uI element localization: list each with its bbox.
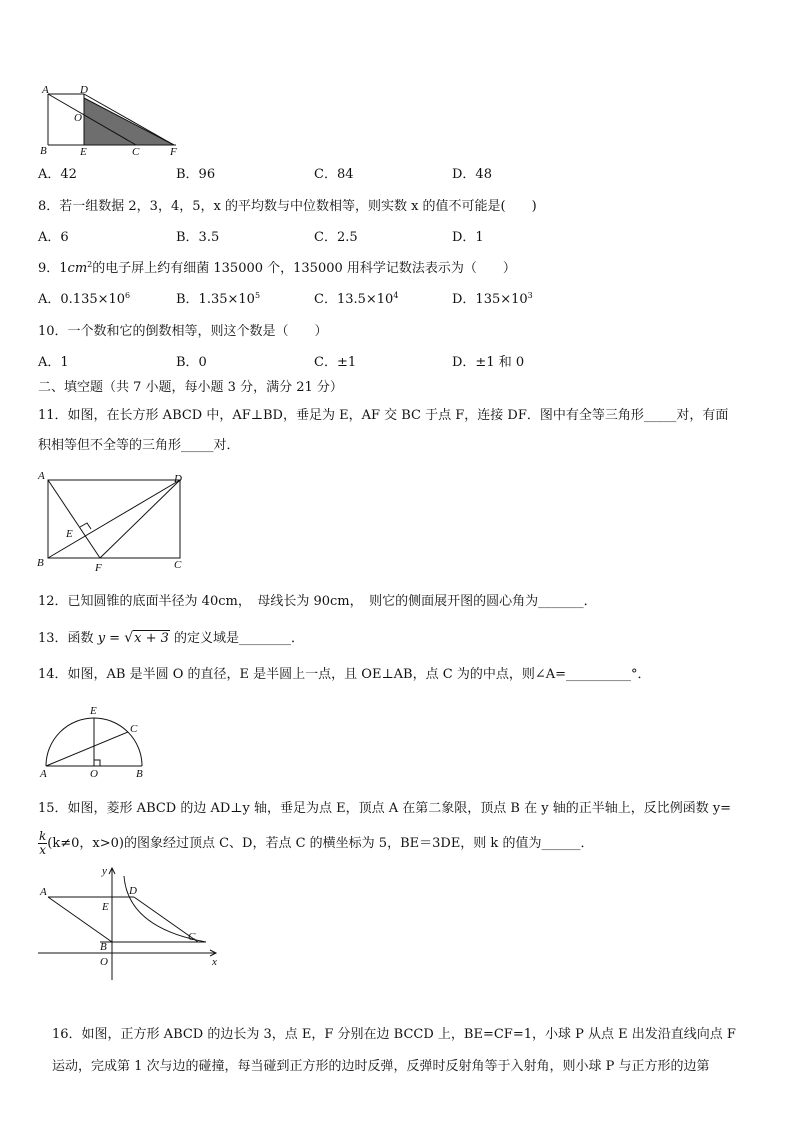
q13-radicand: x + 3	[134, 631, 169, 646]
q7-label-b: B	[40, 145, 47, 156]
q8-option-a: A．6	[38, 230, 69, 245]
q15-stem-line1: 15．如图，菱形 ABCD 的边 AD⊥y 轴，垂足为点 E，顶点 A 在第二象限，顶点 B 在 y 轴的正半轴上，反比例函数 y=	[38, 801, 732, 816]
q7-label-e: E	[80, 146, 87, 156]
q13-func: y =	[97, 631, 125, 646]
q15-frac-num: k	[39, 829, 47, 843]
q14-label-e: E	[90, 705, 97, 717]
q11-label-b: B	[37, 557, 44, 569]
q7-label-a: A	[42, 84, 49, 96]
q11-label-a: A	[38, 470, 45, 482]
q11-label-f: F	[95, 562, 102, 574]
q7-label-f: F	[170, 146, 177, 156]
q11-segment-df	[100, 480, 180, 558]
q14-stem: 14．如图，AB 是半圆 O 的直径，E 是半圆上一点，且 OE⊥AB，点 C 为的中点，则∠A=__________°．	[38, 667, 651, 682]
q13-sqrt-sign: √	[124, 630, 134, 646]
q14-label-c: C	[130, 723, 138, 735]
q10-option-d: D．±1 和 0	[452, 355, 525, 370]
q8-stem: 8．若一组数据 2，3，4，5，x 的平均数与中位数相等，则实数 x 的值不可能是( )	[38, 199, 537, 214]
q12-stem: 12．已知圆锥的底面半径为 40cm， 母线长为 90cm， 则它的侧面展开图的圆心角为_______．	[38, 594, 597, 609]
q11-label-d: D	[174, 473, 182, 485]
q14-label-a: A	[40, 768, 47, 780]
q11-label-e: E	[66, 528, 73, 540]
q14-right-angle-mark	[94, 760, 100, 766]
q7-option-d: D．48	[452, 167, 492, 182]
q11-diagonal-bd	[48, 480, 180, 558]
q15-label-b: B	[100, 941, 107, 953]
q15-label-x: x	[212, 956, 217, 968]
q15-label-a: A	[40, 886, 47, 898]
q7-shaded-region	[84, 98, 174, 145]
q11-figure	[34, 468, 194, 574]
q7-label-o: O	[74, 112, 82, 124]
q15-fraction	[38, 830, 47, 857]
q9-option-d: D．$135\times 10^3$	[452, 291, 533, 307]
q7-option-b: B．96	[176, 167, 216, 182]
q10-stem: 10．一个数和它的倒数相等，则这个数是（ ）	[38, 324, 328, 339]
q9-stem	[38, 260, 516, 278]
q7-label-d: D	[80, 84, 88, 96]
q15-label-e: E	[102, 901, 109, 913]
q11-right-angle-mark	[80, 523, 91, 529]
q9-option-a: A．$0.135\times 10^6$	[38, 291, 131, 307]
q14-figure	[38, 700, 154, 780]
q14-label-b: B	[136, 768, 143, 780]
q9-option-b: B．$1.35\times 10^5$	[176, 291, 261, 307]
q11-stem-line1: 11．如图，在长方形 ABCD 中，AF⊥BD，垂足为 E，AF 交 BC 于点 F，连接 DF．图中有全等三角形_____对，有面	[38, 408, 729, 423]
q7-figure	[36, 84, 186, 156]
section2-title: 二、填空题（共 7 小题，每小题 3 分，满分 21 分）	[38, 380, 343, 395]
q8-option-d: D．1	[452, 230, 484, 245]
q15-line2-rest: (k≠0，x>0)的图象经过顶点 C、D，若点 C 的横坐标为 5，BE＝3DE，则 k 的值为______．	[47, 836, 594, 851]
q9-stem-unit: cm	[67, 261, 88, 276]
q7-option-c: C．84	[314, 167, 354, 182]
q8-option-c: C．2.5	[314, 230, 358, 245]
q16-stem-line2: 运动，完成第 1 次与边的碰撞，每当碰到正方形的边时反弹，反弹时反射角等于入射角，则小球 P 与正方形的边第	[52, 1059, 710, 1074]
q10-option-b: B．0	[176, 355, 207, 370]
q9-option-c: C．$13.5\times 10^4$	[314, 291, 399, 307]
q15-stem-line2	[38, 830, 593, 858]
q15-label-o: O	[100, 956, 108, 968]
q7-option-a: A．42	[38, 167, 77, 182]
q9-stem-unit-sup: 2	[87, 260, 93, 269]
q13-stem	[38, 629, 304, 648]
q10-option-c: C．±1	[314, 355, 357, 370]
q9-stem-rest: 的电子屏上约有细菌 135000 个，135000 用科学记数法表示为（ ）	[92, 261, 516, 276]
q14-segment-ac	[46, 732, 128, 766]
q7-label-c: C	[132, 146, 140, 156]
q15-figure	[36, 862, 226, 982]
q15-label-d: D	[129, 885, 137, 897]
q9-stem-prefix: 9．1	[38, 261, 68, 276]
q8-option-b: B．3.5	[176, 230, 220, 245]
q11-stem-line2: 积相等但不全等的三角形_____对．	[38, 438, 240, 453]
q13-suffix: 的定义域是________．	[169, 631, 305, 646]
q14-label-o: O	[90, 768, 98, 780]
q15-frac-den: x	[39, 843, 47, 857]
q16-stem-line1: 16．如图，正方形 ABCD 的边长为 3，点 E，F 分别在边 BCCD 上，BE=CF=1，小球 P 从点 E 出发沿直线向点 F	[52, 1027, 736, 1042]
q11-label-c: C	[174, 559, 182, 571]
q13-prefix: 13．函数	[38, 631, 98, 646]
q15-label-y: y	[102, 865, 107, 877]
q10-option-a: A．1	[38, 355, 69, 370]
q11-segment-af	[48, 480, 100, 558]
q15-label-c: C	[188, 931, 196, 943]
